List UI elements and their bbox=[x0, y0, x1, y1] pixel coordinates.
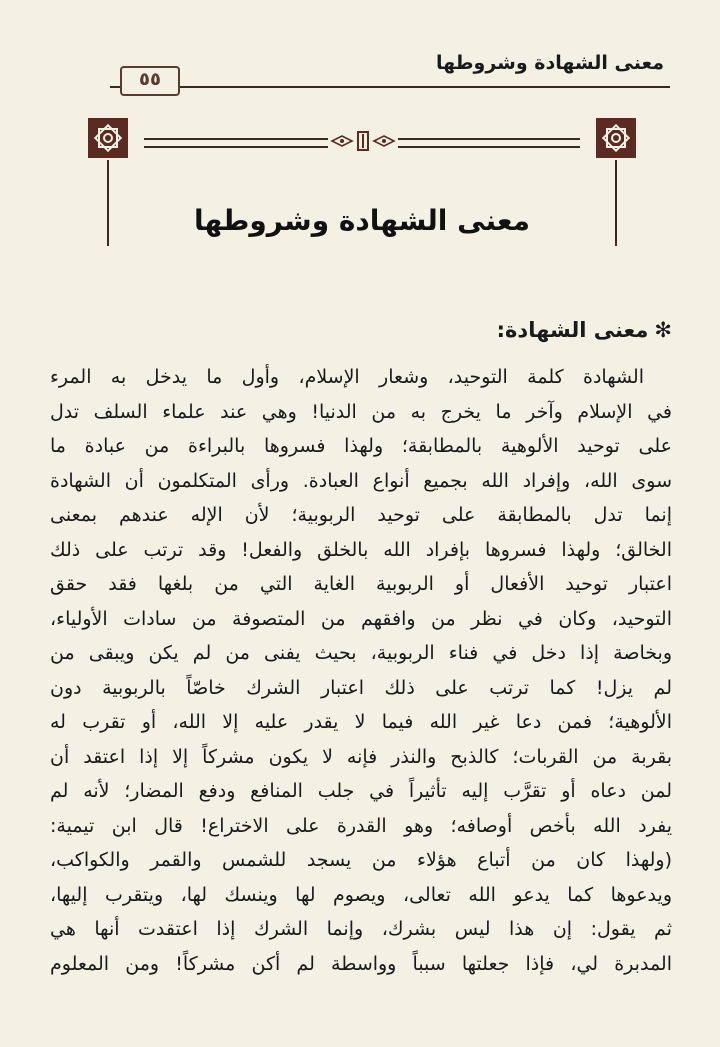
chapter-title-frame bbox=[102, 118, 622, 268]
header-rule bbox=[110, 86, 670, 88]
text-line: وبخاصة إذا دخل في فناء الربوبية، بحيث يفنى من لم يكن ويبقى من bbox=[50, 642, 672, 664]
text-line: اعتبار توحيد الأفعال أو الربوبية الغاية التي من بلغها فقد حقق bbox=[50, 573, 672, 595]
running-header bbox=[110, 48, 670, 92]
text-line: إنما تدل بالمطابقة على توحيد الربوبية؛ لأن الإله عندهم بمعنى bbox=[50, 504, 672, 526]
page-number: ٥٥ bbox=[139, 69, 161, 90]
corner-ornament-right-icon bbox=[596, 118, 636, 158]
section-heading-text: معنى الشهادة: bbox=[496, 318, 649, 342]
text-line: على توحيد الألوهية بالمطابقة؛ ولهذا فسروها بالبراءة من عبادة ما bbox=[50, 435, 672, 457]
text-line: (ولهذا كان من أتباع هؤلاء من يسجد للشمس والقمر والكواكب، bbox=[50, 849, 672, 871]
text-line: التوحيد، وكان في نظر من وافقهم من المتصوفة من سادات الأولياء، bbox=[50, 607, 672, 630]
page-number-box bbox=[120, 66, 180, 100]
body-paragraph bbox=[50, 360, 672, 981]
text-line: المدبرة لي، فإذا جعلتها سبباً وواسطة لم أكن مشركاً! ومن المعلوم bbox=[50, 952, 672, 975]
text-line: ويدعوها كما يدعو الله تعالى، ويصوم لها وينسك لها، ويتقرب إليها، bbox=[50, 883, 672, 906]
text-line: الألوهية؛ فمن دعا غير الله فيما لا يقدر عليه إلا الله، أو تقرب له bbox=[50, 711, 672, 733]
text-line: الخالق؛ ولهذا فسروها بإفراد الله بالخلق والفعل! وقد ترتب على ذلك bbox=[50, 538, 672, 561]
asterisk-icon: ✻ bbox=[654, 318, 672, 342]
corner-ornament-left-icon bbox=[88, 118, 128, 158]
text-line: لمن دعاه أو تقرَّب إليه تأثيراً في جلب المنافع ودفع المضار؛ لأنه لم bbox=[50, 780, 672, 802]
text-line: سوى الله، وإفراد الله بجميع أنواع العبادة. ورأى المتكلمون أن الشهادة bbox=[50, 469, 672, 492]
text-line: في الإسلام وآخر ما يخرج به من الدنيا! وهي عند علماء السلف تدل bbox=[50, 400, 672, 423]
text-line: يفرد الله بأخص أوصافه؛ وهو القدرة على الاختراع! قال ابن تيمية: bbox=[50, 814, 672, 837]
text-line: ثم يقول: إن هذا ليس بشرك، وإنما الشرك إذا اعتقدت أنها هي bbox=[50, 918, 672, 940]
text-line: لم يزل! كما ترتب على ذلك اعتبار الشرك خاصّاً بالربوبية دون bbox=[50, 676, 672, 699]
section-heading bbox=[497, 318, 672, 342]
chapter-title: معنى الشهادة وشروطها bbox=[193, 204, 531, 237]
text-line: الشهادة كلمة التوحيد، وشعار الإسلام، وأول ما يدخل به المرء bbox=[50, 366, 644, 388]
text-line: بقربة من القربات؛ كالذبح والنذر فإنه لا يكون مشركاً إلا إذا اعتقد أن bbox=[50, 745, 672, 768]
center-ornament-icon bbox=[328, 128, 398, 154]
running-header-title: معنى الشهادة وشروطها bbox=[435, 52, 664, 74]
